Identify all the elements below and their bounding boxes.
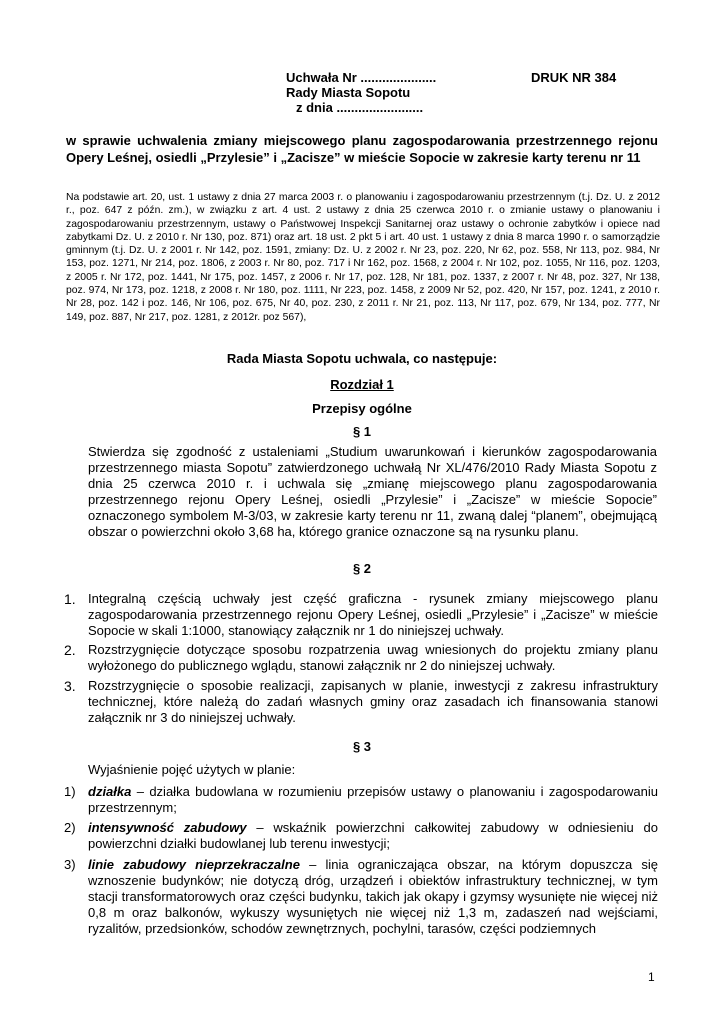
- resolution-number: Uchwała Nr .....................: [286, 70, 437, 85]
- definition-body: [88, 784, 658, 816]
- list-item-number: 1.: [64, 591, 76, 607]
- section-1-heading: § 1: [352, 424, 372, 439]
- list-item-text: Rozstrzygnięcie dotyczące sposobu rozpatrzenia uwag wniesionych do projektu zmiany planu wyłożonego do publicznego wglądu, stanowi załącznik nr 2 do niniejszej uchwały.: [88, 642, 658, 673]
- chapter-title: Przepisy ogólne: [312, 401, 412, 416]
- section-1-text: Stwierdza się zgodność z ustaleniami „Studium uwarunkowań i kierunków zagospodarowania przestrzennego miasta Sopotu” zatwierdzonego uchwałą Nr XL/476/2010 Rady Miasta Sopotu z dnia 25 czerwca 2010 r. i uchwala się „zmianę miejscowego planu zagospodarowania przestrzennego rejonu Opery Leśnej, osiedli „Przylesie” i „Zacisze” w mieście Sopocie” oznaczonego symbolem M-3/03, w zakresie karty terenu nr 11, zwaną dalej “planem”, obejmującą obszar o powierzchni około 3,68 ha, którego granice oznaczone są na rysunku planu.: [88, 444, 657, 539]
- definition-text: – działka budowlana w rozumieniu przepisów ustawy o planowaniu i zagospodarowaniu przestrzennym;: [88, 784, 658, 815]
- list-item-text: Integralną częścią uchwały jest część graficzna - rysunek zmiany miejscowego planu zagospodarowania przestrzennego rejonu Opery Leśnej, osiedli „Przylesie” i „Zacisze” w mieście Sopocie w skali 1:1000, stanowiący załącznik nr 1 do niniejszej uchwały.: [88, 591, 658, 638]
- section-3-intro: Wyjaśnienie pojęć użytych w planie:: [88, 762, 296, 777]
- council-resolves-heading: Rada Miasta Sopotu uchwala, co następuje:: [226, 351, 498, 366]
- legal-basis: Na podstawie art. 20, ust. 1 ustawy z dnia 27 marca 2003 r. o planowaniu i zagospodarowaniu przestrzennym (t.j. Dz. U. z 2012 r., poz. 647 z późn. zm.), w związku z art. 4 ust. 2 ustawy z dnia 25 czerwca 2010 r. o zmianie ustawy o planowaniu i zagospodarowaniu przestrzennym, ustawy o Państwowej Inspekcji Sanitarnej oraz ustawy o ochronie zabytków i opiece nad zabytkami Dz. U. z 2010 r. Nr 130, poz. 871) oraz art. 18 ust. 2 pkt 5 i art. 40 ust. 1 ustawy z dnia 8 marca 1990 r. o samorządzie gminnym (t.j. Dz. U. z 2001 r. Nr 142, poz. 1591, zmiany: Dz. U. z 2002 r. Nr 23, poz. 220, Nr 62, poz. 558, Nr 113, poz. 984, Nr 153, poz. 1271, Nr 214, poz. 1806, z 2003 r. Nr 80, poz. 717 i Nr 162, poz. 1568, z 2004 r. Nr 102, poz. 1055, Nr 116, poz. 1203, z 2005 r. Nr 172, poz. 1441, Nr 175, poz. 1457, z 2006 r. Nr 17, poz. 128, Nr 181, poz. 1337, z 2007 r. Nr 48, poz. 327, Nr 138, poz. 974, Nr 173, poz. 1218, z 2008 r. Nr 180, poz. 1111, Nr 223, poz. 1458, z 2009 Nr 52, poz. 420, Nr 157, poz. 1241, z 2010 r. Nr 28, poz. 142 i poz. 146, Nr 106, poz. 675, Nr 40, poz. 230, z 2011 r. Nr 21, poz. 113, Nr 117, poz. 679, Nr 134, poz. 777, Nr 149, poz. 887, Nr 217, poz. 1281, z 2012r. poz 567),: [66, 192, 660, 323]
- definition-number: 3): [64, 857, 76, 872]
- definition-number: 1): [64, 784, 76, 799]
- list-item-number: 2.: [64, 642, 76, 658]
- page-number: 1: [648, 970, 655, 984]
- council-name: Rady Miasta Sopotu: [286, 85, 411, 100]
- definition-text: – linia ograniczająca obszar, na którym dopuszcza się wznoszenie budynków; nie dotyczą dróg, urządzeń i obiektów infrastruktury technicznej, w tym stacji transformatorowych oraz części budynku, takich jak okapy i gzymsy wysunięte nie więcej niż 0,8 m oraz balkonów, wykuszy wysuniętych nie więcej niż 1,3 m, zadaszeń nad wejściami, ryzalitów, przedsionków, schodów zewnętrznych, pochylni, tarasów, części podziemnych: [88, 857, 658, 936]
- print-number: DRUK NR 384: [531, 70, 617, 85]
- definition-text: – wskaźnik powierzchni całkowitej zabudowy w odniesieniu do powierzchni działki budowlanej lub terenu inwestycji;: [88, 820, 658, 851]
- definition-term: intensywność zabudowy: [88, 820, 247, 835]
- list-item-number: 3.: [64, 678, 76, 694]
- definition-number: 2): [64, 820, 76, 835]
- list-item-text: Rozstrzygnięcie o sposobie realizacji, zapisanych w planie, inwestycji z zakresu infrastruktury technicznej, które należą do zadań własnych gminy oraz zasadach ich finansowania stanowi załącznik nr 3 do niniejszej uchwały.: [88, 678, 658, 725]
- section-3-heading: § 3: [352, 739, 372, 754]
- definition-term: linie zabudowy nieprzekraczalne: [88, 857, 300, 872]
- definition-body: [88, 857, 658, 937]
- resolution-date: z dnia ........................: [296, 100, 424, 115]
- section-2-heading: § 2: [352, 561, 372, 576]
- resolution-subject: w sprawie uchwalenia zmiany miejscowego planu zagospodarowania przestrzennego rejonu Opery Leśnej, osiedli „Przylesie” i „Zacisze” w mieście Sopocie w zakresie karty terenu nr 11: [66, 133, 658, 165]
- chapter-heading: Rozdział 1: [330, 377, 394, 392]
- definition-body: [88, 820, 658, 852]
- definition-term: działka: [88, 784, 132, 799]
